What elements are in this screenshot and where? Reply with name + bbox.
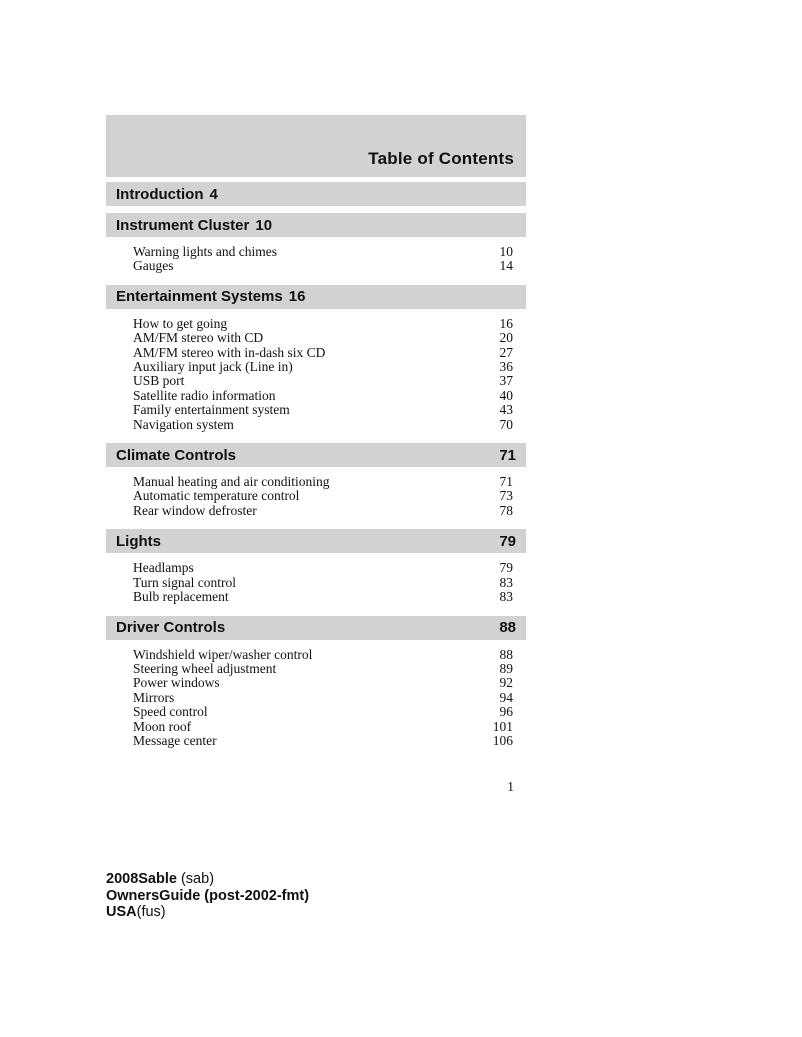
toc-entry-page: 79 xyxy=(499,560,513,576)
footer-line: USA(fus) xyxy=(106,904,166,920)
toc-entry xyxy=(133,245,513,259)
toc-section xyxy=(106,213,526,278)
toc-entry-page: 78 xyxy=(499,502,513,518)
toc-entry-label: How to get going xyxy=(133,315,228,331)
toc-entry-label: Family entertainment system xyxy=(133,402,290,418)
toc-entry xyxy=(133,705,513,719)
toc-entry-label: Power windows xyxy=(133,675,220,691)
toc-entry-page: 106 xyxy=(492,732,513,748)
toc-entry xyxy=(133,720,513,734)
toc-entry-page: 101 xyxy=(492,718,513,734)
footer-line: 2008Sable (sab) xyxy=(106,871,215,887)
toc-entry-label: Turn signal control xyxy=(133,574,237,590)
toc-entry-label: AM/FM stereo with CD xyxy=(133,330,264,346)
toc-entry xyxy=(133,317,513,331)
section-page-number: 88 xyxy=(499,619,516,636)
toc-entry xyxy=(133,418,513,432)
toc-entry-label: Speed control xyxy=(133,704,208,720)
toc-entry xyxy=(133,734,513,748)
toc-column xyxy=(106,115,526,752)
toc-entry xyxy=(133,346,513,360)
section-header xyxy=(106,213,526,237)
toc-section xyxy=(106,285,526,436)
section-entry-list xyxy=(106,640,526,753)
toc-entry-page: 10 xyxy=(499,244,513,259)
toc-entry-label: Steering wheel adjustment xyxy=(133,660,277,676)
section-title: Driver Controls xyxy=(116,619,226,636)
section-header xyxy=(106,182,526,206)
toc-sections xyxy=(106,182,526,752)
section-title: Entertainment Systems xyxy=(116,288,283,306)
toc-header xyxy=(106,115,526,177)
toc-entry-page: 88 xyxy=(499,646,513,662)
toc-entry-page: 83 xyxy=(499,574,513,590)
toc-entry-page: 40 xyxy=(499,387,513,403)
toc-entry-label: Navigation system xyxy=(133,416,234,432)
table-of-contents-title: Table of Contents xyxy=(368,149,514,168)
section-title: Climate Controls xyxy=(116,446,237,464)
page-number: 1 xyxy=(507,779,514,794)
toc-entry-label: Warning lights and chimes xyxy=(133,244,278,259)
toc-entry-page: 36 xyxy=(499,359,513,375)
footer-line: OwnersGuide (post-2002-fmt) xyxy=(106,887,310,904)
toc-entry xyxy=(133,331,513,345)
section-page-number: 16 xyxy=(288,288,306,306)
toc-entry-label: Bulb replacement xyxy=(133,589,229,605)
section-title: Lights xyxy=(116,532,161,550)
toc-entry-page: 27 xyxy=(499,344,513,360)
toc-section xyxy=(106,443,526,522)
toc-entry-page: 70 xyxy=(499,416,513,432)
toc-entry-label: USB port xyxy=(133,373,185,389)
toc-entry-label: Moon roof xyxy=(133,718,192,734)
toc-entry-page: 92 xyxy=(499,675,513,691)
toc-entry-label: Auxiliary input jack (Line in) xyxy=(133,359,293,375)
toc-entry-label: Manual heating and air conditioning xyxy=(133,474,330,490)
toc-entry-page: 83 xyxy=(499,589,513,605)
toc-entry-page: 96 xyxy=(499,704,513,720)
toc-entry-label: AM/FM stereo with in-dash six CD xyxy=(133,344,326,360)
toc-entry xyxy=(133,374,513,388)
toc-entry-page: 71 xyxy=(499,474,513,490)
section-entry-list xyxy=(106,467,526,522)
section-page-number: 4 xyxy=(209,185,218,203)
toc-entry xyxy=(133,662,513,676)
toc-entry xyxy=(133,504,513,518)
toc-entry xyxy=(133,475,513,489)
section-title: Introduction xyxy=(116,185,204,203)
toc-section xyxy=(106,616,526,753)
section-entry-list xyxy=(106,553,526,608)
toc-entry xyxy=(133,561,513,575)
toc-entry-label: Rear window defroster xyxy=(133,502,257,518)
toc-entry-label: Headlamps xyxy=(133,560,194,576)
section-page-number: 79 xyxy=(499,532,516,550)
section-page-number: 10 xyxy=(255,216,273,234)
toc-entry-page: 16 xyxy=(499,315,513,331)
section-entry-list xyxy=(106,309,526,436)
toc-entry xyxy=(133,489,513,503)
section-title: Instrument Cluster xyxy=(116,216,250,234)
toc-entry-page: 37 xyxy=(499,373,513,389)
toc-entry-label: Message center xyxy=(133,732,217,748)
section-header xyxy=(106,529,526,553)
toc-entry xyxy=(133,648,513,662)
toc-entry-label: Gauges xyxy=(133,258,174,274)
toc-entry xyxy=(133,590,513,604)
toc-entry-label: Automatic temperature control xyxy=(133,488,300,504)
section-header xyxy=(106,285,526,309)
section-header xyxy=(106,616,526,640)
section-page-number: 71 xyxy=(499,446,516,464)
toc-entry xyxy=(133,259,513,273)
toc-entry-page: 43 xyxy=(499,402,513,418)
footer xyxy=(106,871,309,921)
toc-entry-label: Mirrors xyxy=(133,689,175,705)
toc-entry xyxy=(133,676,513,690)
toc-entry-label: Satellite radio information xyxy=(133,387,276,403)
section-header xyxy=(106,443,526,467)
toc-entry-page: 73 xyxy=(499,488,513,504)
toc-section xyxy=(106,182,526,206)
toc-entry-page: 89 xyxy=(499,660,513,676)
toc-section xyxy=(106,529,526,608)
toc-entry xyxy=(133,403,513,417)
toc-entry xyxy=(133,389,513,403)
toc-entry-page: 14 xyxy=(499,258,513,274)
section-entry-list xyxy=(106,237,526,278)
toc-entry-label: Windshield wiper/washer control xyxy=(133,646,313,662)
toc-entry xyxy=(133,691,513,705)
toc-entry-page: 20 xyxy=(499,330,513,346)
toc-entry-page: 94 xyxy=(499,689,513,705)
toc-entry xyxy=(133,576,513,590)
toc-entry xyxy=(133,360,513,374)
